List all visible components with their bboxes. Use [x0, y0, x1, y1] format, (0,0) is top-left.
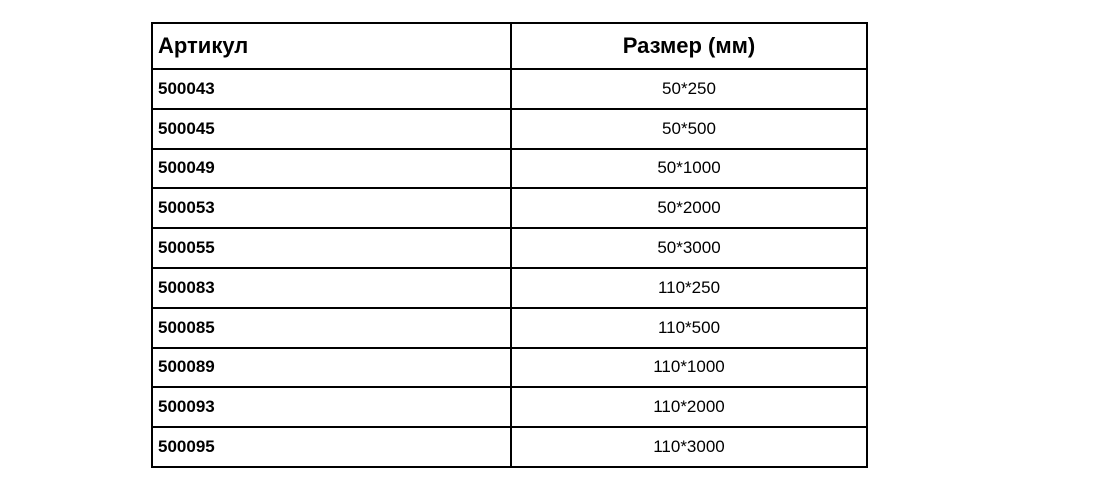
table-row [152, 308, 867, 348]
article-cell: 500049 [152, 149, 511, 189]
article-cell: 500085 [152, 308, 511, 348]
header-article: Артикул [152, 23, 511, 69]
table-row [152, 149, 867, 189]
size-table-container [151, 22, 868, 468]
size-cell: 110*3000 [511, 427, 867, 467]
size-cell: 50*250 [511, 69, 867, 109]
table-row [152, 348, 867, 388]
size-cell: 50*3000 [511, 228, 867, 268]
table-header-row [152, 23, 867, 69]
size-cell: 110*500 [511, 308, 867, 348]
article-cell: 500095 [152, 427, 511, 467]
table-row [152, 228, 867, 268]
size-cell: 110*2000 [511, 387, 867, 427]
article-cell: 500043 [152, 69, 511, 109]
article-cell: 500045 [152, 109, 511, 149]
header-size: Размер (мм) [511, 23, 867, 69]
article-cell: 500093 [152, 387, 511, 427]
table-row [152, 387, 867, 427]
table-row [152, 109, 867, 149]
table-row [152, 268, 867, 308]
size-cell: 50*2000 [511, 188, 867, 228]
article-cell: 500055 [152, 228, 511, 268]
table-row [152, 69, 867, 109]
size-cell: 50*500 [511, 109, 867, 149]
table-row [152, 188, 867, 228]
size-table [151, 22, 868, 468]
article-cell: 500053 [152, 188, 511, 228]
article-cell: 500089 [152, 348, 511, 388]
size-cell: 50*1000 [511, 149, 867, 189]
size-cell: 110*250 [511, 268, 867, 308]
size-cell: 110*1000 [511, 348, 867, 388]
article-cell: 500083 [152, 268, 511, 308]
table-row [152, 427, 867, 467]
